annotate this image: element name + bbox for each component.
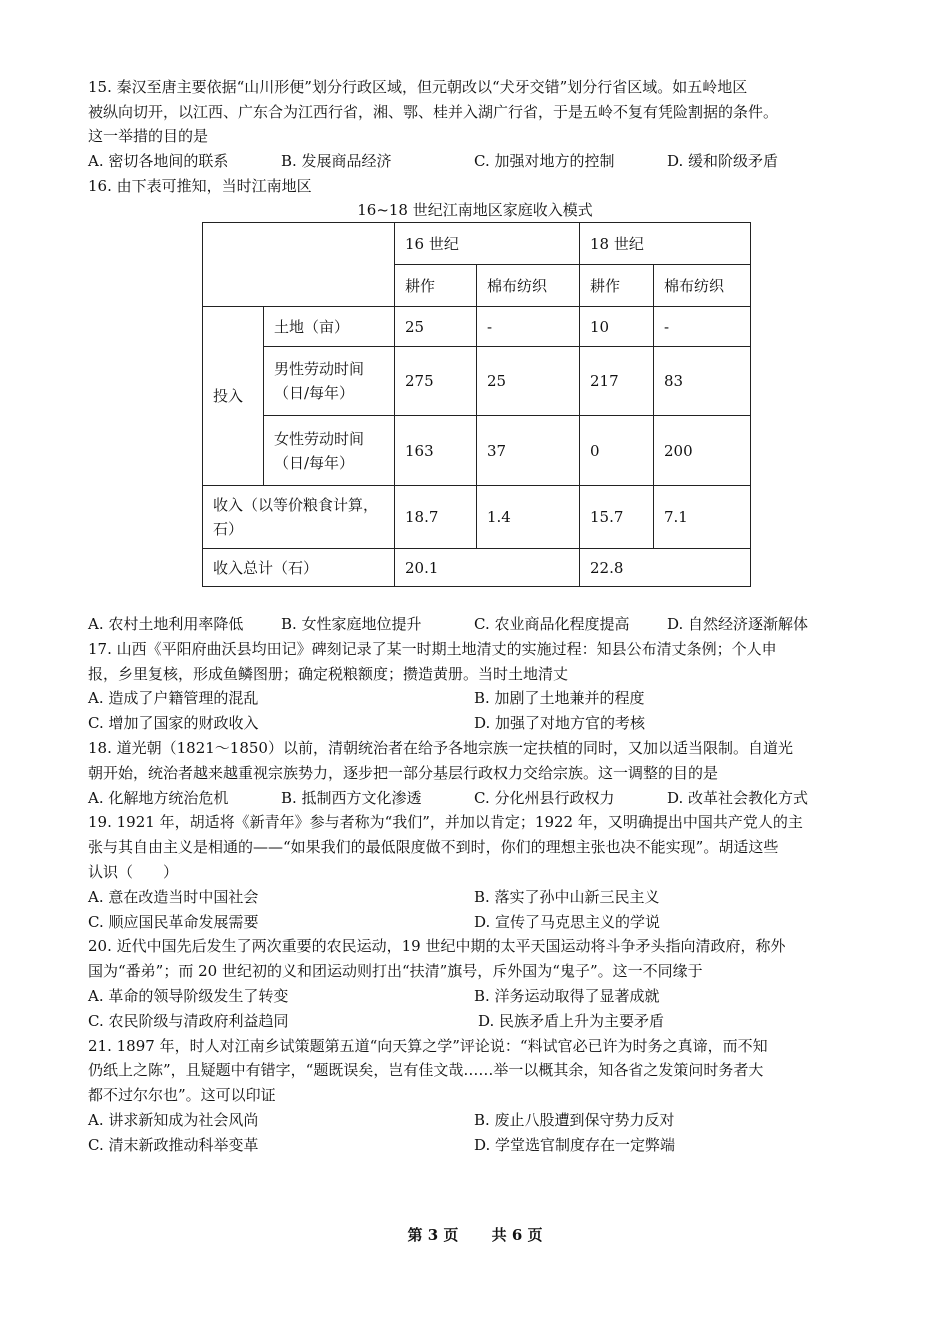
options [88,686,878,711]
income-table [202,222,751,587]
option-b: B. 发展商品经济 [281,151,392,170]
question-stem-line: 都不过尔尔也”。这可以印证 [88,1086,276,1105]
header-farm: 耕作 [580,265,654,307]
cell: 10 [580,307,654,347]
header-cotton: 棉布纺织 [477,265,580,307]
option-d: D. 自然经济逐渐解体 [667,615,809,633]
options [88,612,878,637]
question-stem-line: 21. 1897 年，时人对江南乡试策题第五道“向天算之学”评论说：“料试官必已许为时务之真谛，而不知 [88,1036,768,1055]
cell: 18.7 [395,486,477,549]
cell: 20.1 [395,549,580,587]
question-stem-line: 张与其自由主义是相通的——“如果我们的最低限度做不到时，你们的理想主张也决不能实现”。胡适这些 [88,838,779,857]
option-a: A. 讲求新知成为社会风尚 [88,1110,259,1129]
header-cotton: 棉布纺织 [654,265,751,307]
options [88,1133,878,1158]
question-stem-line: 国为“番弟”；而 20 世纪初的义和团运动则打出“扶清”旗号，斥外国为“鬼子”。这一不同缘于 [88,962,703,981]
cell: 22.8 [580,549,751,587]
page-footer [0,1224,950,1245]
header-16th: 16 世纪 [395,223,580,265]
option-c: C. 农业商品化程度提高 [474,615,630,633]
input-label: 投入 [203,307,264,486]
options [88,149,878,174]
cell: 15.7 [580,486,654,549]
cell: 275 [395,347,477,416]
question-stem-line: 认识（ ） [88,862,179,881]
option-a: A. 革命的领导阶级发生了转变 [88,986,289,1005]
row-label: 男性劳动时间（日/每年） [264,347,395,416]
option-a: A. 农村土地利用率降低 [88,615,244,633]
option-d: D. 加强了对地方官的考核 [474,714,646,733]
question-stem-line: 18. 道光朝（1821～1850）以前，清朝统治者在给予各地宗族一定扶植的同时，又加以适当限制。自道光 [88,738,793,757]
option-b: B. 加剧了土地兼并的程度 [474,689,645,708]
question-16-stem: 16. 由下表可推知，当时江南地区 [88,176,312,195]
option-c: C. 分化州县行政权力 [474,788,615,807]
option-d: D. 宣传了马克思主义的学说 [474,912,661,931]
table-corner [203,223,395,307]
options [88,786,878,811]
row-label: 土地（亩） [264,307,395,347]
option-a: A. 意在改造当时中国社会 [88,887,259,906]
cell: - [477,307,580,347]
question-stem-line: 15. 秦汉至唐主要依据“山川形便”划分行政区域，但元朝改以“犬牙交错”划分行省区域。如五岭地区 [88,78,748,96]
options [88,1009,878,1034]
option-c: C. 顺应国民革命发展需要 [88,912,259,931]
option-b: B. 洋务运动取得了显著成就 [474,986,660,1005]
questions-16-21 [88,612,878,1158]
cell: 83 [654,347,751,416]
option-b: B. 女性家庭地位提升 [281,615,422,633]
question-stem-line: 19. 1921 年，胡适将《新青年》参与者称为“我们”，并加以肯定；1922 年，又明确提出中国共产党人的主 [88,813,803,832]
row-label: 收入（以等价粮食计算，石） [203,486,395,549]
question-stem-line: 20. 近代中国先后发生了两次重要的农民运动，19 世纪中期的太平天国运动将斗争矛头指向清政府，称外 [88,937,786,956]
option-a: A. 密切各地间的联系 [88,151,229,170]
options [88,984,878,1009]
question-15 [88,75,878,198]
row-label: 收入总计（石） [203,549,395,587]
option-b: B. 落实了孙中山新三民主义 [474,887,660,906]
table-row [203,549,751,587]
option-c: C. 增加了国家的财政收入 [88,714,259,733]
question-stem-line: 朝开始，统治者越来越重视宗族势力，逐步把一部分基层行政权力交给宗族。这一调整的目的是 [88,763,719,782]
option-b: B. 废止八股遭到保守势力反对 [474,1110,675,1129]
question-stem-line: 仍纸上之陈”，且疑题中有错字，“题既误矣，岂有佳文哉……举一以概其余，知各省之发策问时务者大 [88,1061,764,1080]
question-stem-line: 17. 山西《平阳府曲沃县均田记》碑刻记录了某一时期土地清丈的实施过程：知县公布清丈条例；个人申 [88,639,777,658]
cell: 25 [395,307,477,347]
cell: 7.1 [654,486,751,549]
cell: 217 [580,347,654,416]
table-caption: 16~18 世纪江南地区家庭收入模式 [357,201,593,219]
cell: 200 [654,416,751,486]
page-number: 第 3 页 [407,1226,459,1244]
option-a: A. 造成了户籍管理的混乱 [88,689,259,708]
header-farm: 耕作 [395,265,477,307]
options [88,711,878,736]
option-d: D. 改革社会教化方式 [667,788,809,807]
cell: 0 [580,416,654,486]
option-d: D. 民族矛盾上升为主要矛盾 [478,1011,665,1030]
question-stem-line: 被纵向切开，以江西、广东合为江西行省，湘、鄂、桂并入湖广行省，于是五岭不复有凭险割据的条件。 [88,102,779,121]
options [88,885,878,910]
option-d: D. 缓和阶级矛盾 [667,151,779,170]
question-stem-line: 这一举措的目的是 [88,127,209,146]
table-row [203,486,751,549]
table-row [203,416,751,486]
table-row [203,347,751,416]
options [88,1108,878,1133]
page-total: 共 6 页 [491,1226,543,1244]
option-c: C. 加强对地方的控制 [474,151,615,170]
cell: - [654,307,751,347]
row-label: 女性劳动时间（日/每年） [264,416,395,486]
option-d: D. 学堂选官制度存在一定弊端 [474,1135,676,1154]
option-a: A. 化解地方统治危机 [88,788,229,807]
question-stem-line: 报，乡里复核，形成鱼鳞图册；确定税粮额度；攒造黄册。当时土地清丈 [88,664,569,683]
cell: 1.4 [477,486,580,549]
option-c: C. 清末新政推动科举变革 [88,1135,259,1154]
cell: 25 [477,347,580,416]
option-b: B. 抵制西方文化渗透 [281,788,422,807]
cell: 37 [477,416,580,486]
option-c: C. 农民阶级与清政府利益趋同 [88,1011,289,1030]
cell: 163 [395,416,477,486]
options [88,910,878,935]
header-18th: 18 世纪 [580,223,751,265]
table-row [203,307,751,347]
